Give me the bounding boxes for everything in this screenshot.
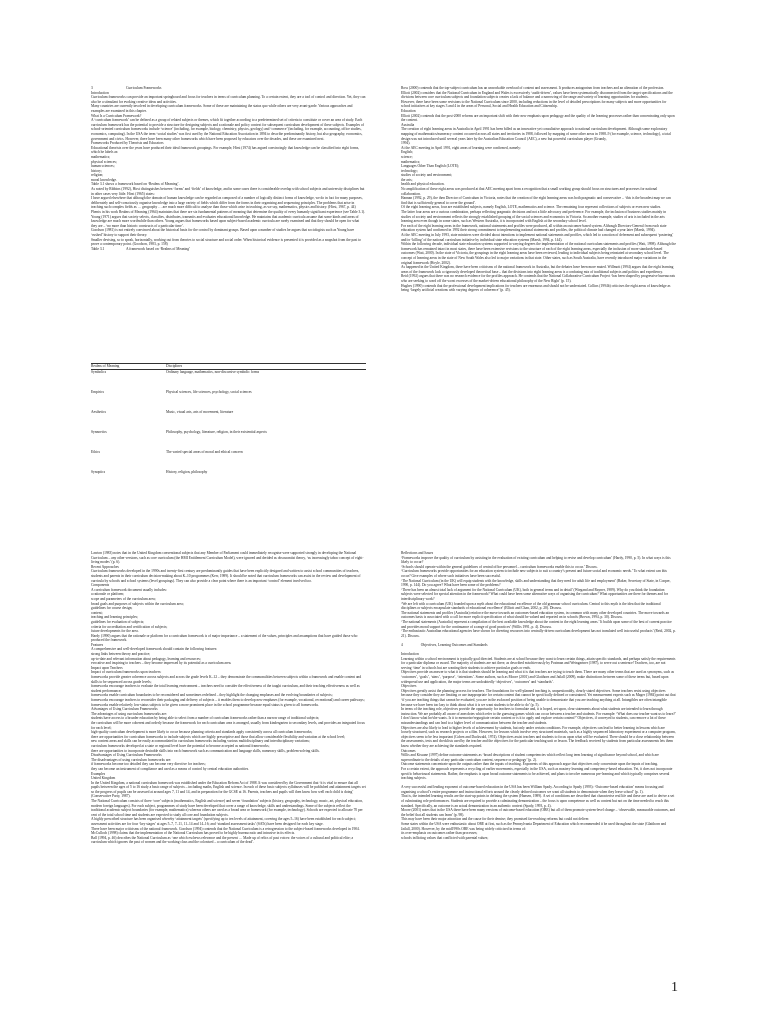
- paragraph: frameworks encourage teachers to evaluate the total learning environment – teachers need to consider the effectiveness of the taught curriculum, and their teaching effectiveness as well as student performance;: [91, 684, 360, 693]
- paragraph: there are opportunities for curriculum frameworks to include subjects which are highly prescriptive and those that allow considerable flexibility and variation at the school level;: [91, 734, 346, 739]
- paragraph: Impact of curriculum frameworks upon teachers:: [91, 670, 162, 675]
- realm-cell: Ethics: [91, 449, 100, 454]
- page-number: 1: [671, 980, 678, 995]
- paragraph: Elliott (2002) contends that the post-2000 reforms are an important shift with their new emphasis upon pedagogy and the quality of the learning processes rather than concentrating only upon the content.: [401, 113, 675, 123]
- table-header-cell: Realms of Meaning: [91, 364, 166, 370]
- paragraph: moral knowledge.: [91, 177, 117, 182]
- paragraph: The creation of eight learning areas in Australia in April 1991 has been billed as an innovative yet consultative approach to national curriculum development. Although some exploratory mapping of mathematics/numeracy content occurred across all states and territories in 1988, followed by mapping of some other areas in 1988–9 (for example, science, technology), a total design was not introduced until several years later by the Australian Education Council (AEC), a new but powerful curriculum player (Grundy,: [401, 127, 671, 141]
- paragraph: The national statements and profiles (Australia) reinforce the move towards an outcomes-based education system, in common with many other developed countries. The move towards an outcomes basis is associated with a call for more explicit specification of what should be valued and reported on in schools (Brown, 1994, p. 30). Discuss.: [401, 610, 669, 620]
- paragraph: Components: [91, 583, 110, 588]
- paragraph: However, there have been some revisions to the National Curriculum since 2000, including reductions in the level of detailed prescriptions for many subjects and more opportunities for school initiatives at key stages 3 and 4 in the areas of Personal, Social and Health Education and Citizenship.: [401, 99, 667, 109]
- table-header-cell: Disciplines: [166, 364, 366, 370]
- paragraph: Willis and Kissane (1997) define outcome statements as ‘broad descriptions of student competencies which reflect long term learning of significance beyond school, and which are superordinate to the details of any particular curriculum content, sequence or pedagogy’ (p. 2).: [401, 753, 659, 762]
- disciplines-cell: History, religion, philosophy: [166, 469, 208, 474]
- disciplines-cell: Music, visual arts, arts of movement, literature: [166, 409, 234, 414]
- bottom-right-text-column: [401, 551, 676, 971]
- paragraph: Objectives greatly assist the planning process for teachers. The foundations for well-planned teaching is, unquestionably, clearly stated objectives. Some teachers resist using objectives because they consider they are limiting or use inappropriate for certain content that cannot be specifically defined or constrained. Yet measurement experts such as Mager (1984) point out that ‘if you are teaching things that cannot be evaluated, you are in the awkward position of being unable to demonstrate that you are teaching anything at all. Intangibles are often intangible because we have been too lazy to think about what it is we want students to be able to do’ (p. 5).: [401, 688, 676, 707]
- paragraph: studies of society and environment;: [401, 173, 453, 178]
- paragraph: guidelines for evaluation of subjects;: [91, 619, 145, 624]
- disciplines-cell: The varied special areas of moral and ethical concern: [166, 449, 243, 454]
- paragraph: That is, the intended learning results are the start-up points in defining the system (Hansen, 1989). A set of conditions are described that characterise real life and these are used to derive a set of culminating role performances. Students are required to provide a culminating demonstration – the focus is upon competence as well as content but not on the time needed to reach this standard. Specifically, an outcome is an actual demonstration in an authentic context (Spady, 1993, p. 4).: [401, 794, 675, 808]
- paragraph: Ross (2000) contends that the top-subject curriculum has an unworkable overload of content and assessment. It produces antagonism from teachers and an alienation of the profession.: [401, 86, 665, 90]
- paragraph: ‘The National Curriculum (in the UK) will equip students with the knowledge, skills and understanding that they need for adult life and employment’ (Baker, Secretary of State, in Cooper, 1990, p. 144). Do you agree? What have been some of the problems?: [401, 578, 671, 588]
- paragraph: ‘Schools should operate within the general guidelines of central office personnel – curriculum frameworks enable this to occur.’ Discuss.: [401, 564, 598, 569]
- paragraph: Introduction: [401, 652, 419, 657]
- paragraph: I have argued elsewhere that although the domain of human knowledge can be regarded as composed of a number of logically distinct forms of knowledge, we do in fact for many purposes, deliberately and self-consciously organise knowledge into a large variety of fields which differ from the forms in their organising and sequencing principles. The problems that arise in teaching such complex fields as … geography … are much more difficult to analyse than those which arise in teaching, as we say, mathematics, physics and history. (Hirst, 1967, p. 44): [91, 196, 363, 210]
- table-caption-text: A framework based on ‘Realms of Meaning’: [126, 246, 191, 251]
- paragraph: future developments for the area.: [91, 629, 139, 634]
- paragraph: Impact upon Teachers: [91, 665, 123, 670]
- paragraph: if frameworks become too detailed they can become very directive for teachers;: [91, 762, 206, 767]
- paragraph: Curriculum frameworks can provide an important springboard and focus for teachers in terms of curriculum planning. To a certain extent, they are a tool of control and direction. Yet, they can also be a stimulant for evoking creative ideas and activities.: [91, 95, 366, 104]
- paragraph: Within the following decade, individual state education systems supported to varying degrees the implementation of the national curriculum statements and profiles (Watt, 1998). Although the framework has remained intact in most states, there have been extensive revisions to the structure of each of the eight learning areas, especially the inclusion of more standards-based outcomes (Watt, 2000). In the state of Victoria, the groupings in the eight learning areas have been reviewed, leading to individual subjects being reinstated at secondary school level. The concept of learning areas in the state of New South Wales also led to major variations in that state. Other states, such as South Australia, have recently introduced major variations in the original framework (Hoyle, 2002).: [401, 242, 676, 265]
- paragraph: Ball (1994, p. 46) describes the National Curriculum as ‘one which eschews relevance and the present … Made up of relics of past voices: the voices of a cultural and political elite; a curriculum which ignores the past of women and the working class and the colonised – a curriculum of the dead’.: [91, 835, 354, 845]
- paragraph: the arts;: [401, 177, 413, 182]
- paragraph: Elliott (2002) considers that the National Curriculum in England and Wales is excessively ‘audit-driven’, values have been systematically disconnected from the target specifications and the divisions between core curriculum subjects and foundation subjects creates a lack of balance and a narrowing of the range and variety of learning opportunities for students.: [401, 90, 673, 100]
- disciplines-cell: Ordinary language, mathematics, non-discursive symbolic forms: [166, 369, 260, 374]
- paragraph: strong links between theory and practice;: [91, 652, 151, 657]
- paragraph: A highly prescribed structure has been organised whereby ‘attainment targets’ (specifying up to ten levels of attainment, covering the ages 5–16) have been established for each subject; assessment activities are for four ‘key stages’ at ages 5–7, 7–11, 11–14 and 14–16; and ‘standard assessment tasks’ (SATs) have been designed for each key stage.: [91, 817, 356, 827]
- bottom-left-text-column: [91, 551, 366, 971]
- paragraph: Outcomes: [401, 748, 416, 753]
- disciplines-cell: Philosophy, psychology, literature, religion, in their existential aspects: [166, 429, 267, 434]
- disciplines-cell: Physical sciences, life sciences, psychology, social sciences: [166, 389, 252, 394]
- paragraph: guidelines for course design;: [91, 606, 133, 611]
- table-row: [91, 390, 366, 410]
- top-left-paragraphs: [91, 91, 366, 247]
- paragraph: Learning within a school environment is typically goal directed. Students are at school because they want to learn certain things, attain specific standards, and perhaps satisfy the requirements for a particular diploma or award. The majority of students are not there, as described mischievously by Postman and Weingartner (1987), to serve out a sentence! Teachers, too, are not serving ‘time’ in schools but are wanting their students to achieve particular goals or ends.: [401, 656, 676, 670]
- paragraph: In terms of the teaching role, objectives provide the opportunity for teachers to formulate and, it is hoped, set upon, clear statements about what students are intended to learn through instruction. We are probably all aware of anecdotes which refer to the guessing games which can occur between a teacher and students. For example: ‘What does our teacher want us to learn?’ I don’t know what he/she wants. Is it to memorise/regurgitate certain content or is it to apply and explore certain content?’ Objectives, if conveyed to students, can remove a lot of these misunderstandings and can lead to a higher level of communication between the teacher and students.: [401, 707, 676, 725]
- paragraph: the curriculum will be more coherent and orderly because the framework for each curriculum area is arranged, usually from kindergarten to secondary levels, and provides an integrated focus for each level;: [91, 720, 365, 730]
- paragraph: As noted by Ribbins (1992), Hirst distinguishes between ‘forms’ and ‘fields’ of knowledge, and in some cases there is considerable overlap with school subjects and university disciplines but in other cases very little. Hirst (1965) states:: [91, 187, 365, 196]
- paragraph: frameworks encourage teachers to reconsider their packaging and delivery of subjects – it enables them to develop new emphases (for example, vocational, recreational) and career pathways;: [91, 698, 365, 702]
- paragraph: At the AEC meeting in July 1993, state ministers were divided about intentions to implement national statements and profiles, which led to a motion of deferment and subsequent ‘postering’ and/or ‘killing’ of the national curriculum initiative by individual state education systems (Marsh, 1994, p. 144).: [401, 233, 674, 242]
- paragraph: Hannan (1992, p. 29), the then Director of Curriculum in Victoria, notes that the creation of the eight learning areas was both pragmatic and conservative – ‘this is the broadest map we can find that is sufficiently general to cover the ground’.: [401, 196, 671, 205]
- paragraph: students have access to a broader education by being able to select from a number of curriculum frameworks rather than a narrow range of traditional subjects;: [91, 716, 320, 721]
- paragraph: Young (1971) argues that society selects, classifies, distributes, transmits and evaluates educational knowledge. He maintains that academic curricula assume that some kinds and areas of knowledge are much more worthwhile than others. Young argues that frameworks based upon subject-based academic curricula are rarely examined and that they should be open for what they are – ‘no more than historic constructs of a particular time’.: [91, 214, 360, 228]
- paragraph: Objectives are also likely to lead to higher levels of achievement by students, but only under certain conditions. For example, objectives can lead to better learning in lessons which are loosely structured, such as research projects or a film. However, for lessons which involve very structured materials, such as a highly sequenced laboratory experiment or a computer program, objectives seem to be less important (Cohen and Duckwald, 1974). Objectives assist teachers and students to focus upon what will be evaluated. There should be a close relationship between the assessments, tests and checklists used by the teacher and the objectives for the particular teaching unit or lesson. The feedback received by students from particular assessments lets them know whether they are achieving the standards required.: [401, 725, 676, 748]
- paragraph: ‘There has been an almost total lack of argument for the National Curriculum (UK), both in general terms and in detail’ (Wiegand and Rayner, 1989). Why do you think the foundation subjects were selected for special attention in the framework? What could have been some alternative ways of organising the curriculum? What opportunities are there for themes and for interdisciplinary work?: [401, 587, 668, 601]
- paragraph: Advantages of Using Curriculum Frameworks: [91, 707, 158, 712]
- realm-cell: Synnoetics: [91, 429, 107, 434]
- paragraph: Frameworks Produced by Theorists and Educators: [91, 141, 164, 146]
- paragraph: In the United Kingdom, a national curriculum framework was established under the Education Reform Act of 1988. It was considered by the Government that ‘it is vital to ensure that all pupils between the ages of 5 to 16 study a basic range of subjects – including maths, English and science. In each of these basic subjects syllabuses will be published and attainment targets set so the progress of pupils can be assessed at around ages 7, 11 and 14, and in preparation for the GCSE at 16. Parents, teachers and pupils will then know how well each child is doing’ (Conservative Party, 1987).: [91, 780, 366, 799]
- paragraph: A very successful and leading exponent of outcome-based education in the USA has been William Spady. According to Spady (1993): ‘Outcome-based education’ means focusing and organising a school’s entire programme and instructional efforts around the clearly defined outcomes we want all students to demonstrate when they leave school’ (p. 1).: [401, 785, 664, 794]
- paragraph: Introduction: [91, 90, 109, 95]
- paragraph: Smaller devising, so to speak, horizontally, working out from theories to social structure and social order. When historical evidence is presented it is provided as a snapshot from the past to prove a contemporary point. (Goodson, 1983, p. 158): [91, 237, 361, 247]
- top-right-paragraphs: [401, 86, 676, 293]
- chapter-header: [91, 86, 366, 91]
- paragraph: criteria for accreditation and certification of subjects;: [91, 624, 168, 629]
- paragraph: Reid (1992) argues that there was no research evidence for the profiles approach. He contends that the National Collaborative Curriculum Project ‘has been shaped by progressive bureaucrats who are seeking to ward off the worst excesses of the market-driven educational philosophy of the New Right’ (p. 15).: [401, 274, 676, 283]
- paragraph: Languages Other Than English (LOTE);: [401, 164, 460, 169]
- paragraph: human sciences;: [91, 164, 115, 169]
- top-right-text-column: [401, 86, 676, 371]
- paragraph: United Kingdom: [91, 776, 116, 781]
- paragraph: Education: [401, 108, 416, 113]
- paragraph: The National Curriculum consists of three ‘core’ subjects (mathematics, English and science) and seven ‘foundation’ subjects (history, geography, technology, music, art, physical education, modern foreign languages). For each subject, programmes of study have been developed that cover a range of knowledge, skills and understandings. Some of the subjects reflect the traditional academic subject boundaries (for example, mathematics) whereas others are used as a broad area or framework (for example, technology). Schools are expected to allocate 70 per cent of the total school time and students are expected to study all core and foundation subjects.: [91, 799, 363, 817]
- paragraph: scope and parameters of the curriculum area;: [91, 596, 156, 601]
- paragraph: ‘We are left with a curriculum (UK) founded upon a myth about the educational excellence of the old grammar school curriculum. Central to this myth is the idea that the traditional disciplines or subjects encapsulate standards of educational excellence’ (Elliott and Chan, 2002, p. 20). Discuss.: [401, 601, 661, 611]
- paragraph: The disadvantages of using curriculum frameworks are:: [91, 757, 172, 762]
- paragraph: schools inflicting values that conflicted with parental values;: [401, 835, 489, 840]
- paragraph: A curriculum framework document usually includes:: [91, 587, 167, 592]
- table-row: [91, 450, 366, 470]
- table-row: [91, 430, 366, 450]
- paragraph: Goodson (1981) is not entirely convinced about the historical basis for the control by dominant groups. Based upon a number of studies he argues that sociologists such as Young have ‘rushed’ history to support their theory.: [91, 228, 355, 237]
- paragraph: evocative and inspiring to teachers – they become impressed by its potential as a curriculum area.: [91, 661, 232, 666]
- paragraph: Features: [91, 642, 104, 647]
- paragraph: there are opportunities to incorporate desirable skills into each framework such as communication and language skills, numeracy skills, problem-solving skills.: [91, 748, 320, 753]
- paragraph: a rationale or platform;: [91, 592, 125, 597]
- paragraph: For a certain extent, the approach represents a recycling of earlier movements, especially in the USA, such as mastery learning and competency-based education. Yet, it does not incorporate specific behavioural statements. Rather, the emphasis is upon broad outcome statements to be achieved, and plans to involve numerous pre-learning and which typically comprises several teaching subjects.: [401, 766, 673, 781]
- paragraph: ‘Curriculum frameworks provide opportunities for an education system to include new subjects to suit a country’s present and future social and economic needs.’ To what extent can this occur? Give examples of where such initiatives have been successful.: [401, 569, 667, 578]
- table-caption: [91, 247, 366, 252]
- paragraph: For each of the eight learning areas in the framework, national statements and profiles were produced, all within an outcomes-based system. Although Directors-General from each state education system had confirmed in 1992 their strong commitment to implementing national statements and profiles, the political climate had changed a year later (Marsh, 1994).: [401, 223, 667, 233]
- paragraph: frameworks enable relatively low-status subjects to be given a more prominent place in the school programme because equal status is given to all frameworks.: [91, 702, 319, 707]
- paragraph: religion;: [91, 173, 104, 178]
- paragraph: Hardy (1990) argues that the rationale or platform for a curriculum framework is of major importance – a statement of the values, principles and assumptions that have guided those who produced the framework.: [91, 633, 358, 643]
- paragraph: physical sciences;: [91, 159, 117, 164]
- paragraph: Phenix in his work Realms of Meaning (1964) maintains that there are six fundamental patterns of meaning that determine the quality of every humanly significant experience (see Table 3.1).: [91, 210, 366, 215]
- paragraph: A comprehensive and well-developed framework should contain the following features:: [91, 647, 218, 652]
- paragraph: broad goals and purposes of subjects within the curriculum area;: [91, 601, 184, 606]
- table-row: [91, 369, 366, 390]
- paragraph: technology;: [401, 168, 418, 173]
- realm-cell: Aesthetics: [91, 409, 106, 414]
- paragraph: 4 Objectives, Learning Outcomes and Standards: [401, 642, 488, 647]
- paragraph: up-to-date and relevant information about pedagogy, learning and resources;: [91, 656, 201, 661]
- paragraph: What Is a Curriculum Framework?: [91, 113, 142, 118]
- paragraph: new content areas and skills can be easily accommodated in curriculum frameworks including various multidisciplinary and interdisciplinary variations;: [91, 739, 310, 744]
- paragraph: There have been major criticisms of the national framework. Goodson (1994) contends that the National Curriculum is a retrogression to the subject-based frameworks developed in 1904. McCulloch (1998) claims that the implementation of the National Curriculum has proved to be highly bureaucratic and intrusive in its effects.: [91, 826, 360, 836]
- paragraph: Moore (2001) notes that in the USA there have been many versions of outcome-based education (OBE) but all of them promote system-level change – ‘observable, measurable outcomes, and the belief that all students can learn’ (p. 98).: [401, 808, 675, 817]
- paragraph: Objectives provide an answer to what it is that students should be learning and what it is that teachers are trying to teach them. There are many other terms that are used as synonyms, such as ‘outcomes’, ‘goals’, ‘aims’, ‘purpose’, ‘intentions’. Some authors, such as Moore (2001) and Glatthorn and Jailall (2009), make distinctions between some of these terms but, based upon widespread use and application, the major terms are undoubtedly ‘objectives’, ‘outcomes’ and ‘standards’.: [401, 670, 675, 684]
- paragraph: Hughes (1990) contends that the professional development implications for teachers are enormous and should not be understated. Collins (1994b) criticises the eight areas of knowledge as being ‘largely artificial creations with varying degrees of coherence’ (p. 45).: [401, 283, 671, 293]
- paragraph: English;: [401, 150, 413, 155]
- paragraph: Australia: [401, 122, 415, 127]
- paragraph: they can become an instrument of compliance and used as a means of control by central education authorities.: [91, 766, 250, 771]
- paragraph: Recent Approaches: [91, 564, 119, 569]
- paragraph: Educational theorists over the years have produced their ideal framework groupings. For example, Hirst (1974) has argued convincingly that knowledge can be classified into eight forms, which he labels as:: [91, 145, 360, 155]
- paragraph: teaching and learning principles;: [91, 615, 139, 620]
- paragraph: Many countries are currently involved in developing curriculum frameworks. Some of these are maintaining the status quo while others are very avant-garde. Various approaches and examples are examined in this chapter.: [91, 104, 353, 113]
- paragraph: ‘The enthusiastic Australian educational agencies have shown for diverting resources into centrally-driven curriculum development has not translated well into useful products’ (Reid, 2002, p. 21). Discuss.: [401, 629, 676, 638]
- paragraph: history;: [91, 168, 102, 173]
- paragraph: frameworks enable curriculum boundaries to be reconsidered and sometimes redefined – they highlight the changing emphases and the evolving boundaries of subjects;: [91, 693, 333, 698]
- paragraph: mathematics;: [401, 159, 421, 164]
- paragraph: Outcome statements concentrate upon the outputs rather than the inputs of teaching. Exponents of this approach argue that objectives only concentrate upon the inputs of teaching.: [401, 762, 659, 767]
- table-caption-label: Table 3.1: [91, 246, 105, 251]
- bottom-right-paragraphs: [401, 551, 676, 840]
- table-row: [91, 470, 366, 490]
- paragraph: This may have been their major attraction and the cause for their demise; they promised far-reaching reforms but could not deliver.: [401, 817, 590, 822]
- realm-cell: Synoptics: [91, 469, 106, 474]
- paragraph: As happened in the United Kingdom, there have been criticisms of the national framework in Australia, but the debates have been more muted. Willmott (1994) argues that the eight learning areas of the framework lack a rigorously developed theoretical base – that the divisions into eight learning areas is a confusing mix of traditional subjects and politics and expediency.: [401, 265, 674, 274]
- paragraph: No amplification of these eight areas was produced at that AEC meeting apart from a recognition that a small working group should focus on structures and processes for national collaboration.: [401, 187, 658, 196]
- paragraph: At the AEC meeting in April 1991, eight areas of learning were confirmed, namely:: [401, 145, 522, 150]
- paragraph: Some states within the USA were enthusiastic about OBE at first, such as the Pennsylvania Department of Education which recommended it be used throughout the state (Glatthorn and Jailall, 2000). However, by the mid1990s OBE was being widely criticised in terms of:: [401, 822, 667, 831]
- realm-cell: Empirics: [91, 389, 104, 394]
- paragraph: Lawton (1983) notes that in the United Kingdom conventional subjects that any Member of Parliament could immediately recognise were supported strongly in developing the National Curriculum – any other versions, such as core curriculum (the HMI Entitlement Curriculum Model), were ignored and derided as obscurantist theory, ‘as increasingly taboo concept of eight-living modes’ (p. 6).: [91, 551, 364, 565]
- chapter-title: Curriculum Frameworks: [126, 86, 162, 90]
- realm-cell: Symbolics: [91, 369, 107, 374]
- paragraph: mathematics;: [91, 154, 111, 159]
- paragraph: Reflections and Issues: [401, 551, 434, 555]
- paragraph: The latter four areas are a curious combination, perhaps reflecting pragmatic decisions and not a little advocacy and preference. For example, the inclusion of business studies mainly in studies of society and environment reflects the strongly established grouping of the social sciences and economics in Victoria. So another example, studies of arts is included in the arts learning area even though in some states, such as Western Australia, it is incorporated with English at the secondary school level.: [401, 210, 667, 224]
- paragraph: Of the eight learning areas, four are established subjects, namely English, LOTE, mathematics and science. The remaining four represent collections of subjects or even new studies.: [401, 205, 662, 210]
- paragraph: Curriculum frameworks developed in the 1990s and twenty-first century are predominantly guides that have been explicitly designed and written to assist school communities of teachers, students and parents in their curriculum decision-making about K–10 programmes (Kerr, 1989). It should be noted that curriculum frameworks can assist in the review and development of curricula by schools and school systems (level groupings). They can also provide a clear point where there is an important ‘control’ element involved too.: [91, 569, 361, 583]
- paragraph: The advantages of using curriculum frameworks are:: [91, 711, 168, 716]
- paragraph: curriculum frameworks developed at a state or regional level have the potential to become accepted as national frameworks;: [91, 743, 270, 748]
- paragraph: ‘The national statements (Australia) represent a compilation of the best available knowledge about the content in the eight learning areas.’ It builds upon some of the best of current practice and provides moral support for the continuance of a range of good practices’ (Willis 1991, p. 4). Discuss.: [401, 619, 672, 629]
- paragraph: A ‘curriculum framework’ can be defined as a group of related subjects or themes, which fit together according to a predetermined set of criteria to constitute or cover an area of study. Each curriculum framework has the potential to provide a structure for designing subjects and a rationale and policy context for subsequent curriculum development of these subjects. Examples of school-oriented curriculum frameworks include ‘science’ (including, for example, biology, chemistry, physics, geology) and ‘commerce’ (including, for example, accounting, office studies, economics, computing). In the USA the term ‘social studies’ was first used by the National Education Association in 1894 to describe predominantly history, but also geography, economics, government and civics. However, there have been many other frameworks which have been proposed by educators over the decades, and these are examined next.: [91, 118, 364, 141]
- paragraph: frameworks provide greater coherence across subjects and across the grade levels K–12 – they demonstrate the commonalities between subjects within a framework and enable content and skills to be sequenced across grade levels;: [91, 675, 362, 684]
- paragraph: ‘Frameworks improve the quality of curriculum by assisting in the evaluation of existing curriculum and helping to revise and develop curriculum’ (Hardy, 1990, p. 5). In what ways is this likely to occur?: [401, 555, 671, 565]
- realms-of-meaning-table: [91, 363, 366, 490]
- paragraph: Table 3.1 shows a framework based on ‘Realms of Meaning’.: [91, 182, 180, 187]
- chapter-number: 3: [91, 86, 93, 90]
- paragraph: its over-emphasis on outcomes rather than processes;: [401, 831, 478, 836]
- paragraph: Examples: [91, 771, 106, 776]
- paragraph: content;: [91, 610, 103, 615]
- paragraph: science;: [401, 154, 413, 159]
- table-row: [91, 410, 366, 430]
- paragraph: 1994).: [401, 141, 411, 146]
- paragraph: health and physical education.: [401, 182, 445, 187]
- paragraph: Objectives: [401, 684, 417, 689]
- bottom-left-paragraphs: [91, 551, 366, 845]
- paragraph: Disadvantages of Using Curriculum Frameworks: [91, 753, 162, 758]
- paragraph: high-quality curriculum development is more likely to occur because planning criteria and standards apply consistently across all curriculum frameworks;: [91, 730, 313, 735]
